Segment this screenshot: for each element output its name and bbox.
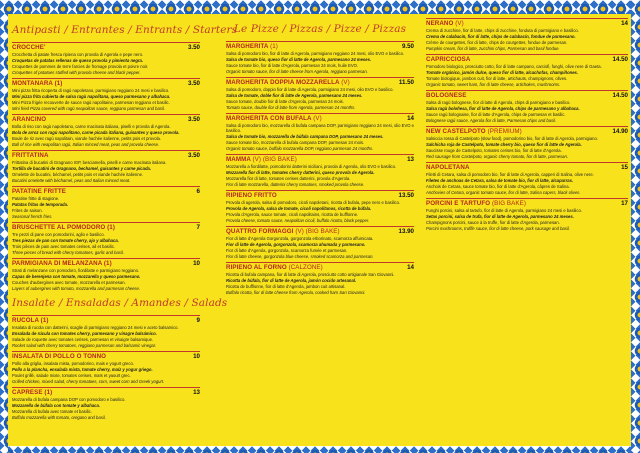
menu-item-price: 6	[196, 188, 200, 195]
menu-item-description: Patatine fritte di stagione.	[12, 196, 60, 201]
menu-item	[12, 351, 200, 384]
menu-item-header	[426, 18, 628, 27]
menu-item-name	[226, 115, 322, 122]
menu-item-description: Mozzarella de búfala con tomate y albahaca.	[12, 403, 100, 408]
menu-item-name	[12, 260, 112, 267]
menu-item-description: Boule de riz avec ragù napolitain, viande hachée italienne, petits pois et provola.	[12, 136, 161, 141]
menu-item-description: Ricotta de búfala, fior di latte de Agerola, jamón cocido artesanal.	[226, 278, 357, 283]
menu-item-price: 13	[407, 156, 414, 163]
menu-item-name-text: MARGHERITA DOPPIA MOZZARELLA	[226, 79, 340, 86]
menu-item-description: Salsa de tomate, doble fior di latte de Agerola, parmesano 24 meses.	[226, 93, 363, 98]
menu-item-name	[426, 128, 522, 135]
menu-item-price: 11.50	[398, 79, 414, 86]
menu-item-description: Provola de Agerola, salsa de tomate, cicoli napolitanos, ricotta de búfala.	[226, 206, 372, 211]
menu-item-price: 15	[621, 164, 628, 171]
menu-item-description: Anchois de Cetara, sauce tomate bio, fior di latte d'Agerola, câpres de Salina.	[426, 184, 570, 189]
menu-item-header	[12, 114, 200, 123]
menu-item-name-text: ARANCINO	[12, 116, 47, 123]
menu-item	[12, 315, 200, 348]
section-title-insalate: Insalate / Ensaladas / Amandes / Salads	[12, 297, 228, 309]
menu-item-name-text: INSALATA DI POLLO O TONNO	[12, 353, 107, 360]
menu-item-description: Salsiccia rossa di Castelpoto (slow food), pomodorino bio, fior di latte di Agerola, parmigiano.	[426, 136, 599, 141]
section-title-pizze: Le Pizze / Pizzas / Pizze / Pizzas	[233, 23, 407, 35]
menu-item-description: Fior di latte cheese, gorgonzola blue cheese, smoked scamorza and parmesan.	[226, 254, 374, 259]
menu-item-note: (BIG BAKE)	[491, 200, 526, 207]
menu-item	[12, 258, 200, 291]
menu-item-description: Insalata di rucola con datterini, scaglie di parmigiano reggiano 24 mesi e aceto balsamico.	[12, 325, 179, 330]
menu-item-header	[426, 162, 628, 171]
menu-item-name-text: CAPRICCIOSA	[426, 56, 471, 63]
menu-item	[426, 18, 628, 51]
menu-item-name-text: CROCCHE'	[12, 44, 46, 51]
menu-item-description: Mini pizza frita cubierta de salsa ragù napolitana, queso parmesano y albahaca.	[12, 94, 171, 99]
menu-item-description: Provola cheese, tomato sauce, neapolitan cicoli, buffalo ricotta, black pepper.	[226, 218, 370, 223]
insalate-list	[12, 315, 200, 420]
menu-item-header	[226, 41, 414, 50]
menu-item-name-text: BOLOGNESE	[426, 92, 467, 99]
menu-item-name	[12, 317, 49, 324]
menu-item-name-text: NAPOLETANA	[426, 164, 470, 171]
tile-border-left	[0, 0, 8, 453]
menu-item-description: Mini Pizza frigée recouverte de sauce ragù napolitaine, parmesan reggiano et basilic.	[12, 100, 170, 105]
menu-item	[426, 126, 628, 159]
menu-item-description: Fior di latte d'Agerola, gorgonzola, scamorza fumée et parmesan.	[226, 248, 348, 253]
menu-item-description: Organic tomato, sweet ham, fior di latte cheese, artichokes, mushrooms.	[426, 82, 561, 87]
menu-item-description: Ricotta di bufala campana, fior di latte di Agerola, prosciutto cotto artigianale San Giovanni.	[226, 272, 395, 277]
menu-item-description: Crema de calabacín, fior di latte, chips de calabacín, fondue de parmesano.	[426, 34, 576, 39]
menu-item-description: Red sausage from Castelpoto, organic cherry tomato, fior di latte, parmesan.	[426, 154, 568, 159]
menu-item-name	[226, 43, 278, 50]
menu-item-description: Ensalada de rúcula con tomates cherry, parmesano y vinagre balsámico.	[12, 331, 157, 336]
menu-item-description: Sauce ragù bolognaise, fior di latte d'Agerola, chips de parmesan et basilic.	[426, 112, 566, 117]
menu-item-price: 9	[196, 317, 200, 324]
menu-item	[12, 114, 200, 147]
menu-item-note: (CALZONE)	[288, 264, 323, 271]
menu-item-note: (V)	[455, 20, 464, 27]
menu-item-description: Crocchetta di patate fresca ripiena con provola di Agerola e pepe nero.	[12, 52, 144, 57]
menu-item-description: Fior di latte de Agerola, gorgonzola, scamorza ahumada y parmesano.	[226, 242, 366, 247]
menu-item-description: Salsa de tomate bio, mozzarella de búfala campana DOP, parmesano 24 meses.	[226, 134, 384, 139]
menu-item-name	[12, 80, 62, 87]
menu-item-description: Seasonal french fries.	[12, 214, 53, 219]
menu-item-description: Mozzarella di bufala avec tomate et basilic.	[12, 409, 92, 414]
menu-item-name-text: PORCINI E TARTUFO	[426, 200, 491, 207]
menu-item-note: (PREMIUM)	[487, 128, 522, 135]
menu-item-description: Setas porcini, salsa de trufa, fior di latte de Agerola, parmesano 24 meses.	[426, 214, 574, 219]
menu-item-description: Ricotta de bufflonne, fior di latte d'Agerola, jambon cuit artisanal.	[226, 284, 346, 289]
menu-item-name-text: RUCOLA (1)	[12, 317, 49, 324]
menu-item-price: 14	[407, 115, 414, 122]
menu-item-header	[226, 154, 414, 163]
menu-item-description: Tres piezas de pan con tomate cherry, ajo y albahaca.	[12, 238, 119, 243]
menu-item	[12, 78, 200, 111]
menu-item-description: Saucisse rouge de Castelpoto, tomates cerises bio, fior di latte d'Agerola.	[426, 148, 562, 153]
menu-item-description: Sauce tomate, double fior di latte d'Agerola, parmesan 24 mois.	[226, 99, 344, 104]
menu-item-name	[12, 224, 115, 231]
menu-item-name-text: MONTANARA (1)	[12, 80, 63, 87]
menu-item	[226, 77, 414, 110]
menu-item-description: Mini pizza fritta ricoperta di ragù napoletano, parmigiano reggiano 24 mesi e basilico.	[12, 88, 170, 93]
menu-item-price: 13.50	[398, 192, 414, 199]
menu-item-header	[12, 222, 200, 231]
menu-item-description: Mozzarella di bufala campana DOP con pomodoro e basilico.	[12, 397, 126, 402]
menu-item-header	[12, 351, 200, 360]
section-title-antipasti: Antipasti / Entrantes / Entrants / Starters	[12, 24, 238, 36]
menu-item-price: 3.50	[187, 80, 200, 87]
menu-item-name-text: QUATTRO FORMAGGI	[226, 228, 294, 235]
menu-item-name	[12, 116, 46, 123]
column-antipasti-insalate	[12, 18, 238, 423]
menu-item-price: 14	[621, 20, 628, 27]
menu-item-header	[12, 150, 200, 159]
menu-item-description: Mozzarella a fiordilatte, pomodorini datterini siciliani, provola di Agerola, olio EVO e basilico.	[226, 164, 397, 169]
menu-item-description: Organic tomato sauce, fior di latte cheese from Agerola, reggiano parmesan.	[226, 69, 368, 74]
menu-item-description: Strati di melanzane con pomodoro, fiordilatte e parmigiano reggiano.	[12, 268, 140, 273]
menu-item	[12, 42, 200, 75]
menu-item-price: 3.50	[187, 116, 200, 123]
menu-item-price: 14	[407, 264, 414, 271]
menu-item	[226, 226, 414, 259]
menu-item-description: Pollo alla griglia, insalata mista, pomodorino, mais e yogurt greco.	[12, 361, 134, 366]
menu-item-description: Salade de roquette avec tomates cerises, parmesan et vinaigre balsamique.	[12, 337, 154, 342]
menu-item-price: 13	[193, 389, 200, 396]
tile-border-right	[631, 0, 640, 453]
menu-item-description: Fior di latte mozzarella, datterini cherry tomatoes, smoked provola cheese.	[226, 182, 365, 187]
menu-item-description: Tomato sauce, double fior di latte from Agerola, parmesan 24 months.	[226, 105, 356, 110]
menu-item-description: Sauce tomate bio, mozzarella di bufala campana DOP, parmesan 24 mois.	[226, 140, 365, 145]
menu-item-note: (V)	[341, 79, 350, 86]
menu-item-description: Frites de saison.	[12, 208, 43, 213]
menu-item-header	[226, 262, 414, 271]
menu-item-note: (V) (BIG BAKE)	[295, 228, 340, 235]
menu-item-name	[426, 92, 466, 99]
menu-item-description: Croquettes de pommes de terre farcies de fromage provola et poivre noir.	[12, 64, 149, 69]
menu-item-name	[12, 353, 106, 360]
menu-item	[226, 41, 414, 74]
menu-item-description: Provola di agerola, salsa di pomodoro, cicoli napoletani, ricotta di bufala, pepe nero e basilico.	[226, 200, 401, 205]
menu-item-description: Tomate orgánico, jamón dulce, queso fior di latte, alcachofas, champiñones.	[426, 70, 579, 75]
menu-item-description: Grilled chicken, mixed salad, cherry tomatoes, corn, sweet corn and Greek yogurt.	[12, 379, 165, 384]
menu-item-name-text: NEW CASTELPOTO	[426, 128, 486, 135]
menu-item-name	[226, 156, 297, 163]
menu-item-description: Pollo a la plancha, ensalada mixta, tomate cherry, maíz y yogur griego.	[12, 367, 153, 372]
menu-item-name-text: MARGHERITA CON BUFALA	[226, 115, 312, 122]
menu-item-name	[426, 56, 470, 63]
menu-item-header	[12, 42, 200, 51]
menu-item-price: 13.90	[398, 228, 414, 235]
menu-item-name	[426, 20, 464, 27]
menu-item-name	[426, 164, 470, 171]
menu-item-description: Funghi porcini, salsa al tartufo, fior di latte di Agerola, parmigiano 24 mesi e basilico.	[426, 208, 582, 213]
menu-item-description: Bolla di riso con ragù napoletano, carne macinata italiana, piselli e provola di Agerola.	[12, 124, 171, 129]
menu-item-description: Croquettes of potatoes stuffed with provola cheese and black pepper.	[12, 70, 141, 75]
menu-item-price: 3.50	[187, 44, 200, 51]
menu-item-price: 3.50	[187, 152, 200, 159]
menu-item-description: Salsa di pomodoro bio, mozzarella di bufala campana DOP, parmigiano reggiano 24 mesi, olio EVO e basilico.	[226, 123, 414, 133]
menu-item-header	[426, 90, 628, 99]
menu-item-description: Three pieces of bread with cherry tomatoes, garlic and basil.	[12, 250, 124, 255]
menu-item-description: Tomate biologique, jambon cuit, fior di latte, artichauts, champignons, olives.	[426, 76, 568, 81]
menu-item-name-text: CAPRESE (1)	[12, 389, 53, 396]
menu-item-name	[226, 192, 277, 199]
menu-item-description: Salchicha roja de Castelpoto, tomate cherry bio, queso fior di latte de Agerola.	[426, 142, 582, 147]
menu-item-description: Omelette de bucatini, béchamel, petits pois et viande hachée italienne.	[12, 172, 144, 177]
menu-item	[226, 262, 414, 295]
menu-item-name-text: MAMMA	[226, 156, 251, 163]
menu-item	[226, 190, 414, 223]
menu-item-description: Pumpkin cream, fior di latte, zucchini chips, Parmesan and basil fondue.	[426, 46, 560, 51]
pizze-list-2	[426, 18, 628, 231]
menu-item-price: 9.50	[401, 43, 414, 50]
menu-item-name-text: PARMIGIANA DI MELANZANA (1)	[12, 260, 112, 267]
menu-item-header	[12, 78, 200, 87]
menu-item-description: Anchovies of Cetara, organic tomato sauce, fior di latte, Salina capers, black olives.	[426, 190, 581, 195]
menu-item-description: Crème de courgettes, fior di latte, chips de courgettes, fondue de parmesan.	[426, 40, 568, 45]
menu-item-description: Buffalo ricotta, fior di latte cheese from Agerola, cooked ham San Giovanni.	[226, 290, 366, 295]
tile-border-top	[0, 0, 640, 14]
menu-item-description: Pomodoro biologico, prosciutto cotto, fior di latte campano, carciofi, funghi, olive nere di Gaeta.	[426, 64, 602, 69]
menu-item-description: Bucatini omelette with béchamel, peas and Italian minced meat.	[12, 178, 131, 183]
menu-item-description: Fior di latte d'Agerola Gorgonzola, gorgonzola erborinato, scamorza affumicata.	[226, 236, 374, 241]
menu-item	[426, 54, 628, 87]
menu-item	[226, 113, 414, 151]
menu-item-description: Champignons porcini, sauce à la truffe, fior di latte d'Agerola, parmesan.	[426, 220, 560, 225]
menu-item-price: 7	[196, 224, 200, 231]
menu-item-header	[226, 190, 414, 199]
menu-item-name-text: FRITTATINA	[12, 152, 49, 159]
menu-item-name-text: BRUSCHETTE AL POMODORO (1)	[12, 224, 115, 231]
menu-item-description: Filetes de anchoas de Cetara, salsa de tomate bio, fior di latte, alcaparras.	[426, 178, 574, 183]
menu-item-header	[226, 113, 414, 122]
menu-item	[426, 90, 628, 123]
menu-item-description: Salsa di pomodoro, doppio fior di latte di Agerola, parmigiano 24 mesi, olio EVO e basilico.	[226, 87, 394, 92]
menu-item-description: Capas de berenjena con tomate, mozzarella y queso parmesano.	[12, 274, 141, 279]
menu-item	[426, 162, 628, 195]
menu-item-description: Organic tomato sauce, buffalo mozzarella DOP, reggiano parmesan 24 months.	[226, 146, 374, 151]
menu-item-description: Mini fried Pizza covered with ragù neapolitan sauce, reggiano parmesan and basil.	[12, 106, 165, 111]
menu-item-description: Bolognese ragù sauce, Agerola fior di latte, Parmesan chips and basil.	[426, 118, 557, 123]
menu-item-price: 14.50	[612, 56, 628, 63]
menu-item-description: Croquetas de patatas rellenas de queso provola y pimienta negra.	[12, 58, 144, 63]
menu-item-name	[426, 200, 526, 207]
menu-item-description: Provola d'Agerola, sauce tomate, cicoli napolitains, ricotta de bufflonne.	[226, 212, 359, 217]
menu-item-header	[426, 126, 628, 135]
antipasti-list	[12, 42, 200, 291]
menu-item-price: 14.50	[612, 92, 628, 99]
menu-item	[12, 186, 200, 219]
menu-item	[226, 154, 414, 187]
menu-item-name-text: PATATINE FRITTE	[12, 188, 66, 195]
menu-item-name	[12, 44, 46, 51]
menu-item-header	[12, 258, 200, 267]
menu-item-name	[226, 79, 350, 86]
menu-item	[12, 387, 200, 420]
menu-item-description: Crema di zucchine, fior di latte, chips di zucchine, fonduta di parmigiano e basilico.	[426, 28, 579, 33]
menu-item-description: Salsa de tomate bio, queso fior di latte de Agerola, parmesano 24 meses.	[226, 57, 372, 62]
menu-item-name-text: MARGHERITA	[226, 43, 269, 50]
menu-item-description: Sauce tomate bio, fior di latte d'Agerola, parmesan 24 mois, huile EVO.	[226, 63, 359, 68]
menu-item-name-text: NERANO	[426, 20, 454, 27]
menu-item-header	[426, 198, 628, 207]
menu-item-description: Couches d'aubergines avec tomate, mozzarella et parmesan.	[12, 280, 126, 285]
menu-item-name	[12, 152, 49, 159]
menu-item-description: Mozzarella fior di latte, tomates cherry datterini, queso provola de Agerola.	[226, 170, 375, 175]
column-pizze-1	[226, 18, 414, 298]
menu-item-header	[426, 54, 628, 63]
menu-item-description: Salsa ragù boloñesa, fior di latte de Agerola, chips de parmesano y albahaca.	[426, 106, 580, 111]
column-pizze-2	[426, 18, 628, 234]
menu-item-description: Frittatina di bucatini di Gragnano IGP, besciamella, piselli e carne macinata italiana.	[12, 160, 167, 165]
menu-item-description: Tre pezzi di pane con pomodorini, aglio e basilico.	[12, 232, 105, 237]
menu-item-description: Layers of aubergines with tomato, mozzarella and parmesan cheese.	[12, 286, 141, 291]
menu-item-description: Poulet grillé, salade mixte, tomates cerises, maïs et yaourt grec.	[12, 373, 131, 378]
menu-item-description: Rocket salad with cherry tomatoes, reggiano parmesan and balsamic vinegar.	[12, 343, 157, 348]
menu-item-header	[226, 226, 414, 235]
menu-item-name	[226, 228, 340, 235]
menu-item-description: Salsa di pomodoro bio, fior di latte di Agerola, parmigiano reggiano 24 mesi, olio EVO e basilico.	[226, 51, 405, 56]
menu-item	[12, 222, 200, 255]
menu-item	[12, 150, 200, 183]
tile-border-bottom	[0, 446, 640, 453]
menu-item-header	[12, 186, 200, 195]
menu-item-description: Buffalo mozzarella with tomato, oregano and basil.	[12, 415, 106, 420]
menu-item-name-text: RIPIENO FRITTO	[226, 192, 277, 199]
menu-item-description: Mozzarella fior di latte, tomates cerises datterini, provola d'Agerola.	[226, 176, 351, 181]
menu-item-description: Salsa di ragù bolognese, fior di latte di Agerola, chips di parmigiano e basilico.	[426, 100, 571, 105]
menu-item-description: Filetti di Cetara, salsa di pomodoro bio, fior di latte di Agerola, capperi di Salina, olive nere.	[426, 172, 594, 177]
menu-item-description: Bola de arroz con ragù napolitano, carne picada italiana, guisantes y queso provola.	[12, 130, 180, 135]
menu-item-name-text: RIPIENO AL FORNO	[226, 264, 287, 271]
menu-item-price: 10	[193, 353, 200, 360]
menu-item-header	[12, 387, 200, 396]
menu-item-note: (V)	[313, 115, 322, 122]
menu-item-note: (1)	[270, 43, 278, 50]
menu-item-description: Ball of rice with neapolitan ragù, Italian minced meat, peas and provola cheese.	[12, 142, 160, 147]
menu-item-name	[12, 188, 66, 195]
menu-item-description: Trois pièces de pain avec tomates cerises, ail et basilic.	[12, 244, 115, 249]
menu-item-description: Porcini mushrooms, truffle sauce, fior di latte cheese, pork sausage and basil.	[426, 226, 570, 231]
menu-item-price: 14.90	[612, 128, 628, 135]
menu-item-description: Patatas fritas de temporada.	[12, 202, 69, 207]
menu-item-price: 17	[621, 200, 628, 207]
menu-item-name	[226, 264, 323, 271]
menu-item	[426, 198, 628, 231]
menu-item-price: 10	[193, 260, 200, 267]
menu-item-name	[12, 389, 52, 396]
menu-item-description: Tortilla de bucatini de Gragnano, bechamel, guisantes y carne picada.	[12, 166, 152, 171]
menu-item-header	[12, 315, 200, 324]
menu-item-header	[226, 77, 414, 86]
menu-item-note: (V) (BIG BAKE)	[252, 156, 297, 163]
pizze-list-1	[226, 41, 414, 295]
